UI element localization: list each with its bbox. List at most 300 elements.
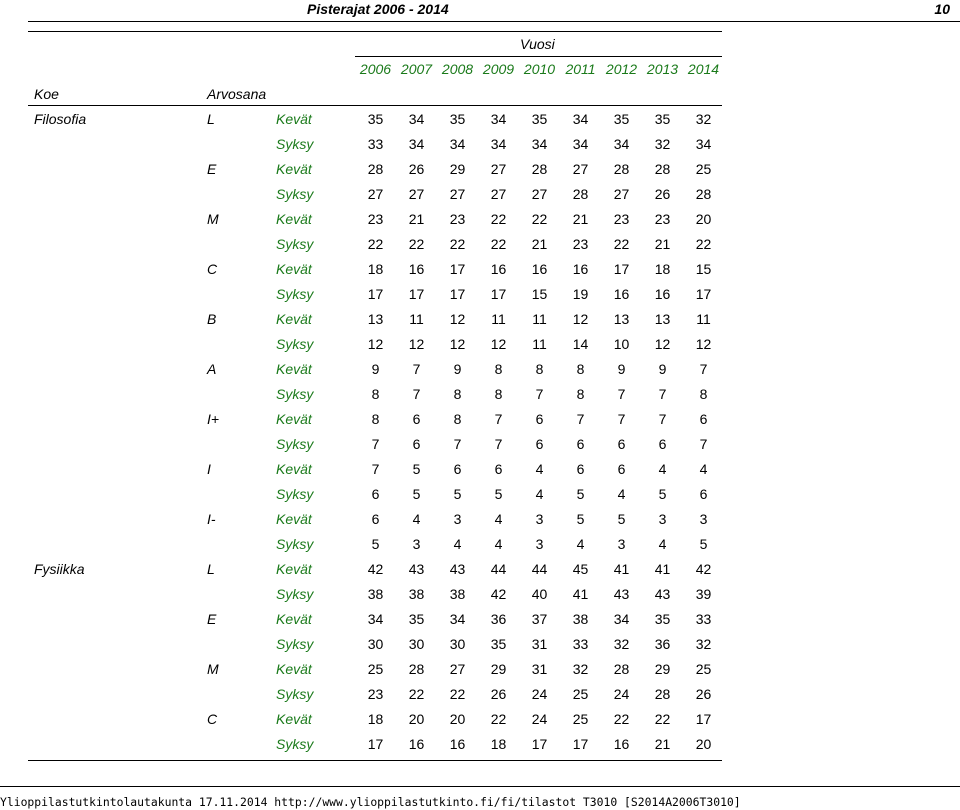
table-row xyxy=(0,236,960,261)
value-cell: 7 xyxy=(699,361,708,377)
value-cell: 15 xyxy=(695,261,712,277)
value-cell: 21 xyxy=(408,211,425,227)
value-cell: 6 xyxy=(371,486,380,502)
value-cell: 17 xyxy=(449,261,466,277)
value-cell: 44 xyxy=(490,561,507,577)
value-cell: 17 xyxy=(490,286,507,302)
koe-cell: Filosofia xyxy=(34,111,87,127)
value-cell: 9 xyxy=(453,361,462,377)
season-cell: Syksy xyxy=(276,686,314,702)
koe-cell: Fysiikka xyxy=(34,561,85,577)
value-cell: 37 xyxy=(531,611,548,627)
season-cell: Syksy xyxy=(276,286,314,302)
value-cell: 6 xyxy=(699,411,708,427)
value-cell: 17 xyxy=(408,286,425,302)
value-cell: 28 xyxy=(408,661,425,677)
value-cell: 16 xyxy=(572,261,589,277)
value-cell: 4 xyxy=(494,511,503,527)
year-header: 2010 xyxy=(523,61,556,77)
value-cells xyxy=(355,486,724,502)
season-cell: Kevät xyxy=(276,661,312,677)
value-cell: 23 xyxy=(449,211,466,227)
grade-cell: I+ xyxy=(207,411,220,427)
value-cell: 44 xyxy=(531,561,548,577)
value-cell: 42 xyxy=(695,561,712,577)
table-row xyxy=(0,511,960,536)
value-cell: 38 xyxy=(572,611,589,627)
value-cell: 31 xyxy=(531,661,548,677)
season-cell: Syksy xyxy=(276,586,314,602)
year-header: 2011 xyxy=(565,61,596,77)
value-cell: 26 xyxy=(654,186,671,202)
table-row xyxy=(0,736,960,761)
value-cell: 11 xyxy=(532,311,547,327)
season-cell: Kevät xyxy=(276,461,312,477)
table-top-rule xyxy=(28,31,722,32)
value-cells xyxy=(355,586,724,602)
value-cell: 22 xyxy=(531,211,548,227)
value-cell: 20 xyxy=(695,211,712,227)
season-cell: Kevät xyxy=(276,211,312,227)
value-cell: 4 xyxy=(658,536,667,552)
value-cell: 12 xyxy=(449,336,466,352)
value-cell: 5 xyxy=(453,486,462,502)
year-header: 2006 xyxy=(359,61,392,77)
value-cell: 8 xyxy=(453,411,462,427)
value-cell: 42 xyxy=(367,561,384,577)
value-cell: 17 xyxy=(367,286,384,302)
value-cells xyxy=(355,236,724,252)
value-cell: 43 xyxy=(408,561,425,577)
value-cell: 16 xyxy=(408,261,425,277)
value-cell: 40 xyxy=(531,586,548,602)
value-cell: 18 xyxy=(490,736,507,752)
value-cell: 22 xyxy=(367,236,384,252)
value-cell: 23 xyxy=(367,686,384,702)
value-cell: 36 xyxy=(654,636,671,652)
value-cell: 9 xyxy=(617,361,626,377)
table-row xyxy=(0,686,960,711)
value-cell: 34 xyxy=(572,136,589,152)
season-cell: Syksy xyxy=(276,636,314,652)
value-cell: 34 xyxy=(367,611,384,627)
value-cell: 16 xyxy=(490,261,507,277)
season-cell: Kevät xyxy=(276,611,312,627)
value-cells xyxy=(355,411,724,427)
value-cell: 27 xyxy=(490,186,507,202)
value-cell: 32 xyxy=(572,661,589,677)
value-cell: 34 xyxy=(449,136,466,152)
value-cell: 24 xyxy=(613,686,630,702)
value-cell: 27 xyxy=(531,186,548,202)
value-cell: 6 xyxy=(658,436,667,452)
table-row xyxy=(0,186,960,211)
value-cell: 5 xyxy=(576,511,585,527)
value-cell: 4 xyxy=(535,486,544,502)
value-cell: 8 xyxy=(453,386,462,402)
value-cell: 28 xyxy=(531,161,548,177)
value-cell: 22 xyxy=(408,236,425,252)
value-cell: 21 xyxy=(572,211,589,227)
value-cell: 5 xyxy=(699,536,708,552)
year-header: 2013 xyxy=(646,61,679,77)
table-row xyxy=(0,111,960,136)
value-cell: 17 xyxy=(367,736,384,752)
value-cell: 18 xyxy=(654,261,671,277)
value-cell: 16 xyxy=(449,736,466,752)
value-cell: 12 xyxy=(367,336,384,352)
value-cell: 27 xyxy=(613,186,630,202)
value-cell: 16 xyxy=(654,286,671,302)
grade-cell: E xyxy=(207,611,217,627)
value-cell: 43 xyxy=(449,561,466,577)
table-row xyxy=(0,536,960,561)
table-body xyxy=(0,111,960,761)
value-cell: 42 xyxy=(490,586,507,602)
header-rule xyxy=(28,105,722,106)
grade-cell: I xyxy=(207,461,211,477)
value-cell: 26 xyxy=(408,161,425,177)
value-cell: 33 xyxy=(367,136,384,152)
value-cells xyxy=(355,561,724,577)
value-cell: 5 xyxy=(412,461,421,477)
value-cell: 30 xyxy=(449,636,466,652)
value-cells xyxy=(355,111,724,127)
value-cell: 28 xyxy=(613,661,630,677)
value-cell: 22 xyxy=(490,211,507,227)
grade-cell: E xyxy=(207,161,217,177)
value-cell: 16 xyxy=(613,736,630,752)
value-cell: 8 xyxy=(494,386,503,402)
value-cell: 28 xyxy=(572,186,589,202)
value-cell: 11 xyxy=(409,311,424,327)
grade-cell: C xyxy=(207,711,218,727)
value-cell: 33 xyxy=(695,611,712,627)
value-cell: 29 xyxy=(449,161,466,177)
value-cells xyxy=(355,436,724,452)
value-cell: 11 xyxy=(491,311,506,327)
value-cell: 11 xyxy=(532,336,547,352)
value-cell: 4 xyxy=(617,486,626,502)
value-cell: 3 xyxy=(535,511,544,527)
value-cell: 5 xyxy=(576,486,585,502)
season-cell: Syksy xyxy=(276,136,314,152)
value-cell: 17 xyxy=(449,286,466,302)
value-cells xyxy=(355,311,724,327)
value-cell: 12 xyxy=(449,311,466,327)
table-row xyxy=(0,486,960,511)
value-cell: 8 xyxy=(535,361,544,377)
grade-cell: C xyxy=(207,261,218,277)
value-cell: 28 xyxy=(654,161,671,177)
value-cells xyxy=(355,161,724,177)
season-cell: Kevät xyxy=(276,711,312,727)
table-row xyxy=(0,386,960,411)
value-cell: 12 xyxy=(490,336,507,352)
value-cell: 7 xyxy=(535,386,544,402)
value-cell: 27 xyxy=(572,161,589,177)
value-cell: 12 xyxy=(695,336,712,352)
arvosana-column-header: Arvosana xyxy=(207,86,267,102)
value-cell: 22 xyxy=(613,711,630,727)
year-header: 2007 xyxy=(400,61,433,77)
season-cell: Kevät xyxy=(276,511,312,527)
value-cell: 35 xyxy=(367,111,384,127)
table-row xyxy=(0,436,960,461)
value-cell: 34 xyxy=(613,611,630,627)
koe-column-header: Koe xyxy=(34,86,59,102)
season-cell: Kevät xyxy=(276,261,312,277)
season-cell: Kevät xyxy=(276,311,312,327)
value-cell: 5 xyxy=(494,486,503,502)
value-cells xyxy=(355,211,724,227)
table-row xyxy=(0,636,960,661)
table-row xyxy=(0,711,960,736)
document-title: Pisterajat 2006 - 2014 xyxy=(307,1,449,17)
value-cell: 30 xyxy=(367,636,384,652)
value-cell: 26 xyxy=(695,686,712,702)
value-cell: 22 xyxy=(613,236,630,252)
value-cell: 27 xyxy=(367,186,384,202)
value-cells xyxy=(355,336,724,352)
page-number: 10 xyxy=(934,1,950,17)
value-cell: 17 xyxy=(572,736,589,752)
value-cell: 7 xyxy=(371,436,380,452)
value-cell: 17 xyxy=(695,711,712,727)
value-cell: 43 xyxy=(613,586,630,602)
value-cell: 13 xyxy=(367,311,384,327)
table-row xyxy=(0,611,960,636)
value-cell: 28 xyxy=(367,161,384,177)
value-cells xyxy=(355,186,724,202)
value-cell: 23 xyxy=(367,211,384,227)
value-cell: 45 xyxy=(572,561,589,577)
footer-text: Ylioppilastutkintolautakunta 17.11.2014 http://www.ylioppilastutkinto.fi/fi/tilastot T3010 [S2014A2006T3010] xyxy=(0,795,741,809)
value-cell: 5 xyxy=(658,486,667,502)
value-cell: 6 xyxy=(453,461,462,477)
season-cell: Syksy xyxy=(276,736,314,752)
value-cell: 22 xyxy=(654,711,671,727)
value-cell: 3 xyxy=(453,511,462,527)
season-cell: Syksy xyxy=(276,236,314,252)
season-cell: Kevät xyxy=(276,561,312,577)
value-cell: 3 xyxy=(699,511,708,527)
value-cell: 25 xyxy=(695,161,712,177)
season-cell: Syksy xyxy=(276,336,314,352)
value-cell: 13 xyxy=(654,311,671,327)
value-cell: 20 xyxy=(695,736,712,752)
value-cell: 4 xyxy=(412,511,421,527)
value-cell: 5 xyxy=(371,536,380,552)
table-row xyxy=(0,211,960,236)
value-cell: 21 xyxy=(654,736,671,752)
grade-cell: L xyxy=(207,561,215,577)
value-cell: 38 xyxy=(449,586,466,602)
value-cell: 41 xyxy=(572,586,589,602)
season-cell: Kevät xyxy=(276,161,312,177)
table-row xyxy=(0,336,960,361)
value-cell: 4 xyxy=(535,461,544,477)
value-cell: 22 xyxy=(695,236,712,252)
value-cell: 25 xyxy=(572,711,589,727)
value-cell: 3 xyxy=(535,536,544,552)
table-row xyxy=(0,361,960,386)
value-cell: 22 xyxy=(449,236,466,252)
value-cell: 18 xyxy=(367,261,384,277)
year-header: 2008 xyxy=(441,61,474,77)
value-cell: 28 xyxy=(695,186,712,202)
value-cell: 7 xyxy=(453,436,462,452)
value-cell: 7 xyxy=(412,386,421,402)
value-cell: 22 xyxy=(408,686,425,702)
value-cell: 7 xyxy=(494,411,503,427)
value-cell: 16 xyxy=(531,261,548,277)
value-cell: 23 xyxy=(654,211,671,227)
value-cell: 8 xyxy=(494,361,503,377)
value-cells xyxy=(355,261,724,277)
value-cell: 21 xyxy=(531,236,548,252)
vuosi-rule xyxy=(355,56,722,57)
season-cell: Kevät xyxy=(276,411,312,427)
value-cell: 30 xyxy=(408,636,425,652)
value-cell: 16 xyxy=(408,736,425,752)
value-cell: 28 xyxy=(613,161,630,177)
value-cell: 17 xyxy=(695,286,712,302)
value-cell: 25 xyxy=(572,686,589,702)
value-cell: 5 xyxy=(617,511,626,527)
table-row xyxy=(0,261,960,286)
value-cell: 8 xyxy=(371,386,380,402)
year-header: 2009 xyxy=(482,61,515,77)
value-cell: 6 xyxy=(535,411,544,427)
value-cells xyxy=(355,361,724,377)
value-cell: 41 xyxy=(613,561,630,577)
year-header: 2014 xyxy=(687,61,720,77)
value-cell: 7 xyxy=(699,436,708,452)
value-cells xyxy=(355,461,724,477)
value-cell: 10 xyxy=(613,336,630,352)
value-cell: 34 xyxy=(490,136,507,152)
value-cell: 17 xyxy=(531,736,548,752)
value-cell: 7 xyxy=(412,361,421,377)
value-cell: 25 xyxy=(695,661,712,677)
value-cell: 43 xyxy=(654,586,671,602)
table-row xyxy=(0,311,960,336)
value-cell: 5 xyxy=(412,486,421,502)
value-cell: 6 xyxy=(617,436,626,452)
value-cell: 6 xyxy=(576,436,585,452)
value-cell: 7 xyxy=(658,411,667,427)
season-cell: Syksy xyxy=(276,386,314,402)
value-cell: 6 xyxy=(535,436,544,452)
value-cell: 16 xyxy=(613,286,630,302)
value-cell: 39 xyxy=(695,586,712,602)
value-cell: 35 xyxy=(654,111,671,127)
value-cells xyxy=(355,661,724,677)
value-cell: 11 xyxy=(696,311,711,327)
value-cell: 35 xyxy=(490,636,507,652)
vuosi-label: Vuosi xyxy=(520,36,555,52)
table-row xyxy=(0,561,960,586)
value-cells xyxy=(355,136,724,152)
value-cell: 41 xyxy=(654,561,671,577)
value-cell: 6 xyxy=(617,461,626,477)
value-cell: 19 xyxy=(572,286,589,302)
value-cell: 32 xyxy=(613,636,630,652)
value-cell: 15 xyxy=(531,286,548,302)
value-cell: 35 xyxy=(449,111,466,127)
value-cell: 6 xyxy=(412,436,421,452)
value-cell: 26 xyxy=(490,686,507,702)
value-cell: 34 xyxy=(408,136,425,152)
value-cell: 14 xyxy=(572,336,589,352)
value-cell: 7 xyxy=(494,436,503,452)
footer-rule xyxy=(0,786,960,787)
value-cell: 21 xyxy=(654,236,671,252)
value-cell: 22 xyxy=(449,686,466,702)
year-header-row xyxy=(355,61,724,77)
value-cell: 3 xyxy=(617,536,626,552)
value-cell: 18 xyxy=(367,711,384,727)
value-cell: 31 xyxy=(531,636,548,652)
value-cell: 32 xyxy=(654,136,671,152)
value-cells xyxy=(355,536,724,552)
value-cell: 3 xyxy=(412,536,421,552)
value-cell: 34 xyxy=(695,136,712,152)
value-cell: 3 xyxy=(658,511,667,527)
value-cell: 34 xyxy=(613,136,630,152)
value-cell: 4 xyxy=(453,536,462,552)
value-cell: 4 xyxy=(494,536,503,552)
value-cell: 9 xyxy=(371,361,380,377)
grade-cell: M xyxy=(207,661,219,677)
table-row xyxy=(0,411,960,436)
season-cell: Kevät xyxy=(276,111,312,127)
value-cell: 29 xyxy=(490,661,507,677)
value-cell: 32 xyxy=(695,111,712,127)
value-cell: 8 xyxy=(371,411,380,427)
season-cell: Syksy xyxy=(276,536,314,552)
table-row xyxy=(0,586,960,611)
value-cells xyxy=(355,286,724,302)
value-cell: 34 xyxy=(572,111,589,127)
value-cell: 34 xyxy=(531,136,548,152)
season-cell: Kevät xyxy=(276,361,312,377)
table-row xyxy=(0,161,960,186)
value-cell: 29 xyxy=(654,661,671,677)
value-cell: 7 xyxy=(617,386,626,402)
value-cell: 6 xyxy=(371,511,380,527)
value-cell: 27 xyxy=(408,186,425,202)
grade-cell: I- xyxy=(207,511,216,527)
value-cell: 4 xyxy=(658,461,667,477)
value-cell: 22 xyxy=(490,711,507,727)
grade-cell: M xyxy=(207,211,219,227)
value-cell: 12 xyxy=(408,336,425,352)
value-cells xyxy=(355,636,724,652)
value-cells xyxy=(355,386,724,402)
table-row xyxy=(0,661,960,686)
value-cell: 27 xyxy=(490,161,507,177)
value-cell: 7 xyxy=(371,461,380,477)
value-cell: 7 xyxy=(658,386,667,402)
value-cell: 6 xyxy=(576,461,585,477)
value-cell: 13 xyxy=(613,311,630,327)
value-cells xyxy=(355,611,724,627)
year-header: 2012 xyxy=(605,61,638,77)
table-row xyxy=(0,136,960,161)
value-cell: 33 xyxy=(572,636,589,652)
